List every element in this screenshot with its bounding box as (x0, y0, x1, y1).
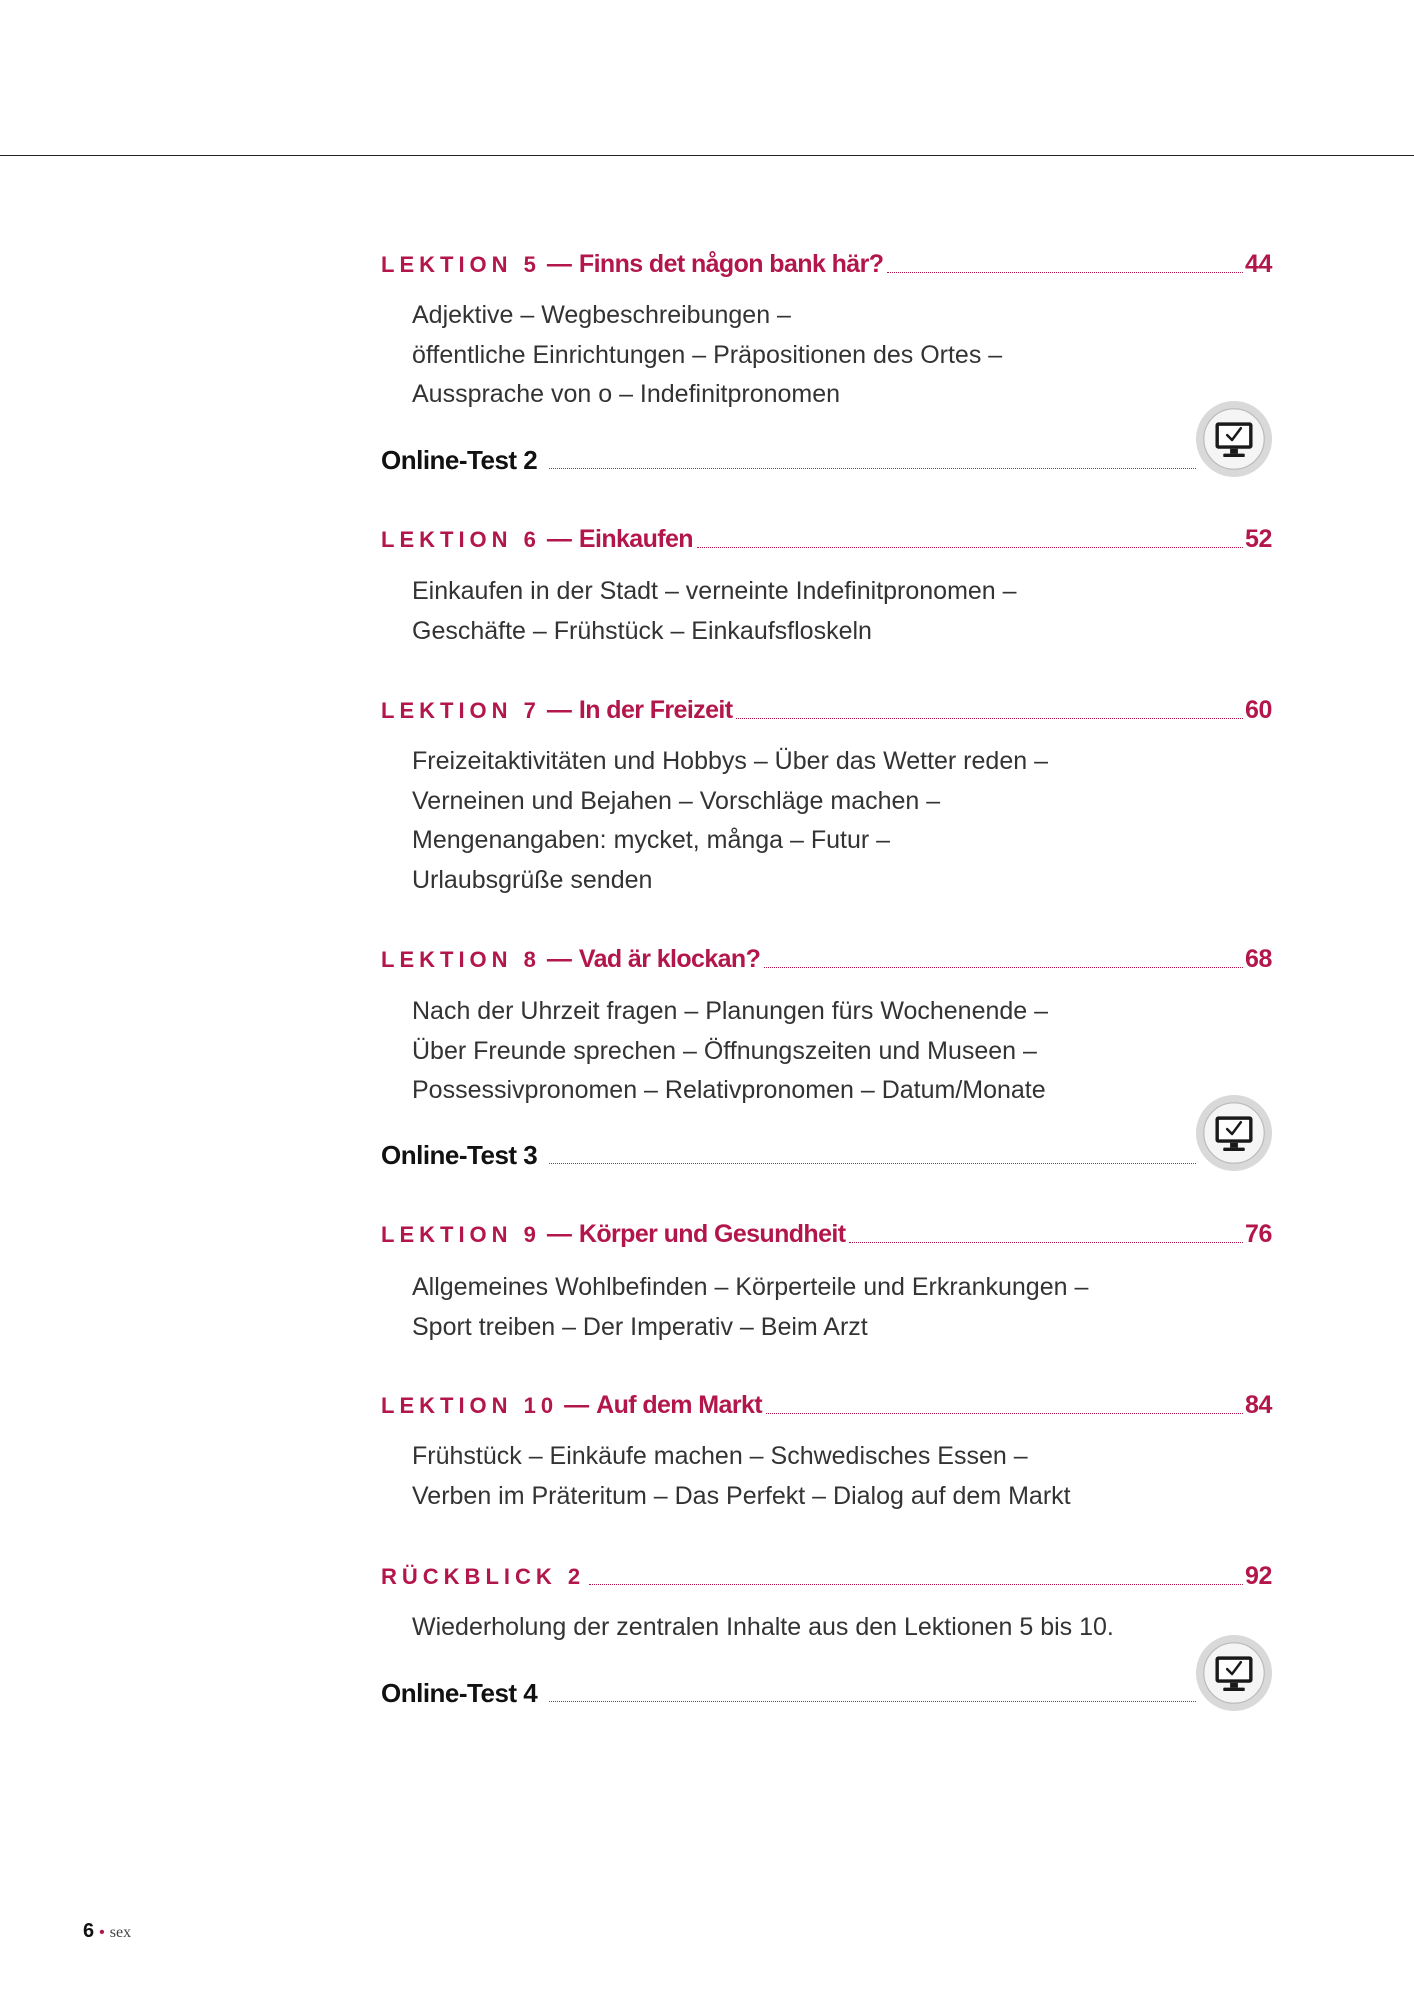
lesson-label: LEKTION 10 (381, 1393, 559, 1418)
topic-line: Verben im Präteritum – Das Perfekt – Dialog auf dem Markt (412, 1481, 1071, 1510)
topic-line: Frühstück – Einkäufe machen – Schwedisches Essen – (412, 1442, 1028, 1470)
title-separator: — (546, 1220, 572, 1248)
dot-leader (736, 718, 1243, 719)
page-number: 68 (1244, 945, 1272, 973)
dot-leader (766, 1413, 1243, 1414)
title-separator: — (546, 696, 572, 724)
lesson-label: LEKTION 5 (381, 252, 541, 277)
footer-bullet: • (99, 1924, 105, 1941)
lesson-title: In der Freizeit (578, 696, 733, 724)
lesson-topics (412, 572, 1017, 651)
online-test-label: Online-Test 4 (381, 1678, 538, 1708)
topic-line: Sport treiben – Der Imperativ – Beim Arzt (412, 1312, 868, 1341)
toc-entry-lektion-8 (381, 941, 1272, 977)
online-test-label: Online-Test 2 (381, 445, 538, 475)
review-topics (412, 1608, 1114, 1648)
footer-page-number: 6 (83, 1920, 95, 1942)
lesson-title: Vad är klockan? (578, 945, 761, 973)
header-rule (0, 155, 1414, 156)
topic-line: Allgemeines Wohlbefinden – Körperteile und Erkrankungen – (412, 1273, 1089, 1301)
dot-leader (697, 547, 1243, 548)
page-number: 52 (1244, 525, 1272, 553)
dot-leader (549, 1163, 1196, 1164)
toc-entry-lektion-10 (381, 1387, 1272, 1423)
lesson-topics (412, 296, 1002, 415)
page-number: 44 (1244, 250, 1272, 278)
dot-leader (764, 967, 1243, 968)
toc-entry-lektion-5 (381, 246, 1272, 282)
title-separator: — (546, 250, 572, 278)
lesson-label: LEKTION 9 (381, 1222, 541, 1247)
page-number: 92 (1244, 1562, 1272, 1590)
online-test-label: Online-Test 3 (381, 1140, 538, 1170)
dot-leader (549, 468, 1196, 469)
computer-check-icon (1195, 1094, 1273, 1172)
topic-line: Über Freunde sprechen – Öffnungszeiten und Museen – (412, 1036, 1037, 1065)
lesson-title: Finns det någon bank här? (578, 250, 884, 278)
computer-check-icon (1195, 1634, 1273, 1712)
online-test-entry-4 (381, 1675, 1196, 1711)
computer-check-icon (1195, 400, 1273, 478)
toc-entry-lektion-6 (381, 521, 1272, 557)
topic-line: Einkaufen in der Stadt – verneinte Indefinitpronomen – (412, 577, 1017, 605)
page-footer (83, 1920, 131, 1946)
topic-line: Wiederholung der zentralen Inhalte aus den Lektionen 5 bis 10. (412, 1613, 1114, 1641)
review-label: RÜCKBLICK 2 (381, 1564, 586, 1589)
topic-line: Verneinen und Bejahen – Vorschläge machen – (412, 786, 941, 815)
topic-line: Aussprache von o – Indefinitpronomen (412, 380, 841, 408)
topic-line: Adjektive – Wegbeschreibungen – (412, 301, 791, 329)
online-test-entry-2 (381, 442, 1196, 478)
topic-line: Urlaubsgrüße senden (412, 865, 653, 894)
lesson-title: Auf dem Markt (596, 1391, 762, 1419)
title-separator: — (564, 1391, 590, 1419)
lesson-title: Körper und Gesundheit (578, 1220, 846, 1248)
topic-line: Geschäfte – Frühstück – Einkaufsfloskeln (412, 616, 872, 645)
topic-line: Possessivpronomen – Relativpronomen – Datum/Monate (412, 1076, 1046, 1104)
title-separator: — (546, 525, 572, 553)
lesson-label: LEKTION 6 (381, 527, 541, 552)
lesson-label: LEKTION 8 (381, 947, 541, 972)
lesson-topics (412, 742, 1048, 900)
dot-leader (887, 272, 1243, 273)
lesson-label: LEKTION 7 (381, 698, 541, 723)
lesson-topics (412, 1268, 1088, 1347)
title-separator: — (546, 945, 572, 973)
dot-leader (549, 1701, 1196, 1702)
page-number: 60 (1244, 696, 1272, 724)
lesson-topics (412, 992, 1048, 1111)
footer-page-word: sex (109, 1924, 132, 1941)
topic-line: Mengenangaben: mycket, många – Futur – (412, 826, 891, 854)
topic-line: öffentliche Einrichtungen – Präpositionen des Ortes – (412, 340, 1003, 369)
dot-leader (849, 1242, 1243, 1243)
toc-entry-lektion-9 (381, 1216, 1272, 1252)
page-number: 76 (1244, 1220, 1272, 1248)
topic-line: Freizeitaktivitäten und Hobbys – Über das Wetter reden – (412, 747, 1048, 775)
online-test-entry-3 (381, 1137, 1196, 1173)
toc-entry-lektion-7 (381, 692, 1272, 728)
topic-line: Nach der Uhrzeit fragen – Planungen fürs Wochenende – (412, 997, 1049, 1025)
lesson-topics (412, 1437, 1071, 1516)
lesson-title: Einkaufen (578, 525, 693, 553)
toc-entry-rueckblick-2 (381, 1558, 1272, 1594)
page-number: 84 (1244, 1391, 1272, 1419)
dot-leader (589, 1584, 1243, 1585)
